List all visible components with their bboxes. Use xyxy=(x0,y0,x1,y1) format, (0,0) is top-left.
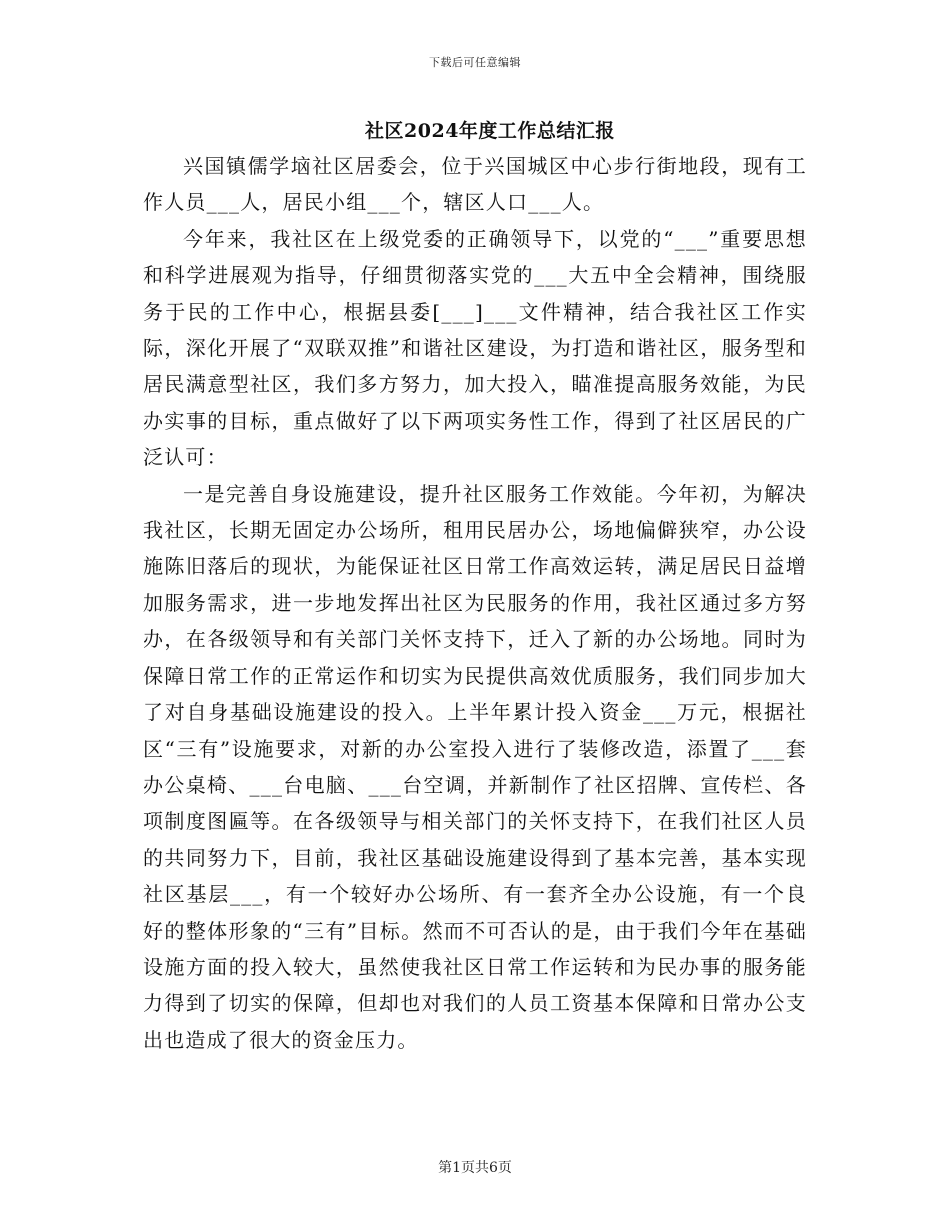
paragraph-facilities: 一是完善自身设施建设，提升社区服务工作效能。今年初，为解决我社区，长期无固定办公场所，租用民居办公，场地偏僻狭窄，办公设施陈旧落后的现状，为能保证社区日常工作高效运转，满足居民日益增加服务需求，进一步地发挥出社区为民服务的作用，我社区通过多方努办，在各级领导和有关部门关怀支持下，迁入了新的办公场地。同时为保障日常工作的正常运作和切实为民提供高效优质服务，我们同步加大了对自身基础设施建设的投入。上半年累计投入资金___万元，根据社区“三有”设施要求，对新的办公室投入进行了装修改造，添置了___套办公桌椅、___台电脑、___台空调，并新制作了社区招牌、宣传栏、各项制度图匾等。在各级领导与相关部门的关怀支持下，在我们社区人员的共同努力下，目前，我社区基础设施建设得到了基本完善，基本实现社区基层___，有一个较好办公场所、有一套齐全办公设施，有一个良好的整体形象的“三有”目标。然而不可否认的是，由于我们今年在基础设施方面的投入较大，虽然使我社区日常工作运转和为民办事的服务能力得到了切实的保障，但却也对我们的人员工资基本保障和日常办公支出也造成了很大的资金压力。 xyxy=(143,481,807,1052)
document-body xyxy=(143,148,807,1058)
page-number: 第1页共6页 xyxy=(438,1160,512,1176)
paragraph-intro: 兴国镇儒学垴社区居委会，位于兴国城区中心步行街地段，现有工作人员___人，居民小组___个，辖区人口___人。 xyxy=(143,154,807,215)
document-title: 社区2024年度工作总结汇报 xyxy=(365,120,615,142)
paragraph-overview: 今年来，我社区在上级党委的正确领导下，以党的“___”重要思想和科学进展观为指导，仔细贯彻落实党的___大五中全会精神，围绕服务于民的工作中心，根据县委[___]___文件精神，结合我社区工作实际，深化开展了“双联双推”和谐社区建设，为打造和谐社区，服务型和居民满意型社区，我们多方努力，加大投入，瞄准提高服务效能，为民办实事的目标，重点做好了以下两项实务性工作，得到了社区居民的广泛认可： xyxy=(143,226,807,470)
header-note: 下载后可任意编辑 xyxy=(429,56,521,69)
